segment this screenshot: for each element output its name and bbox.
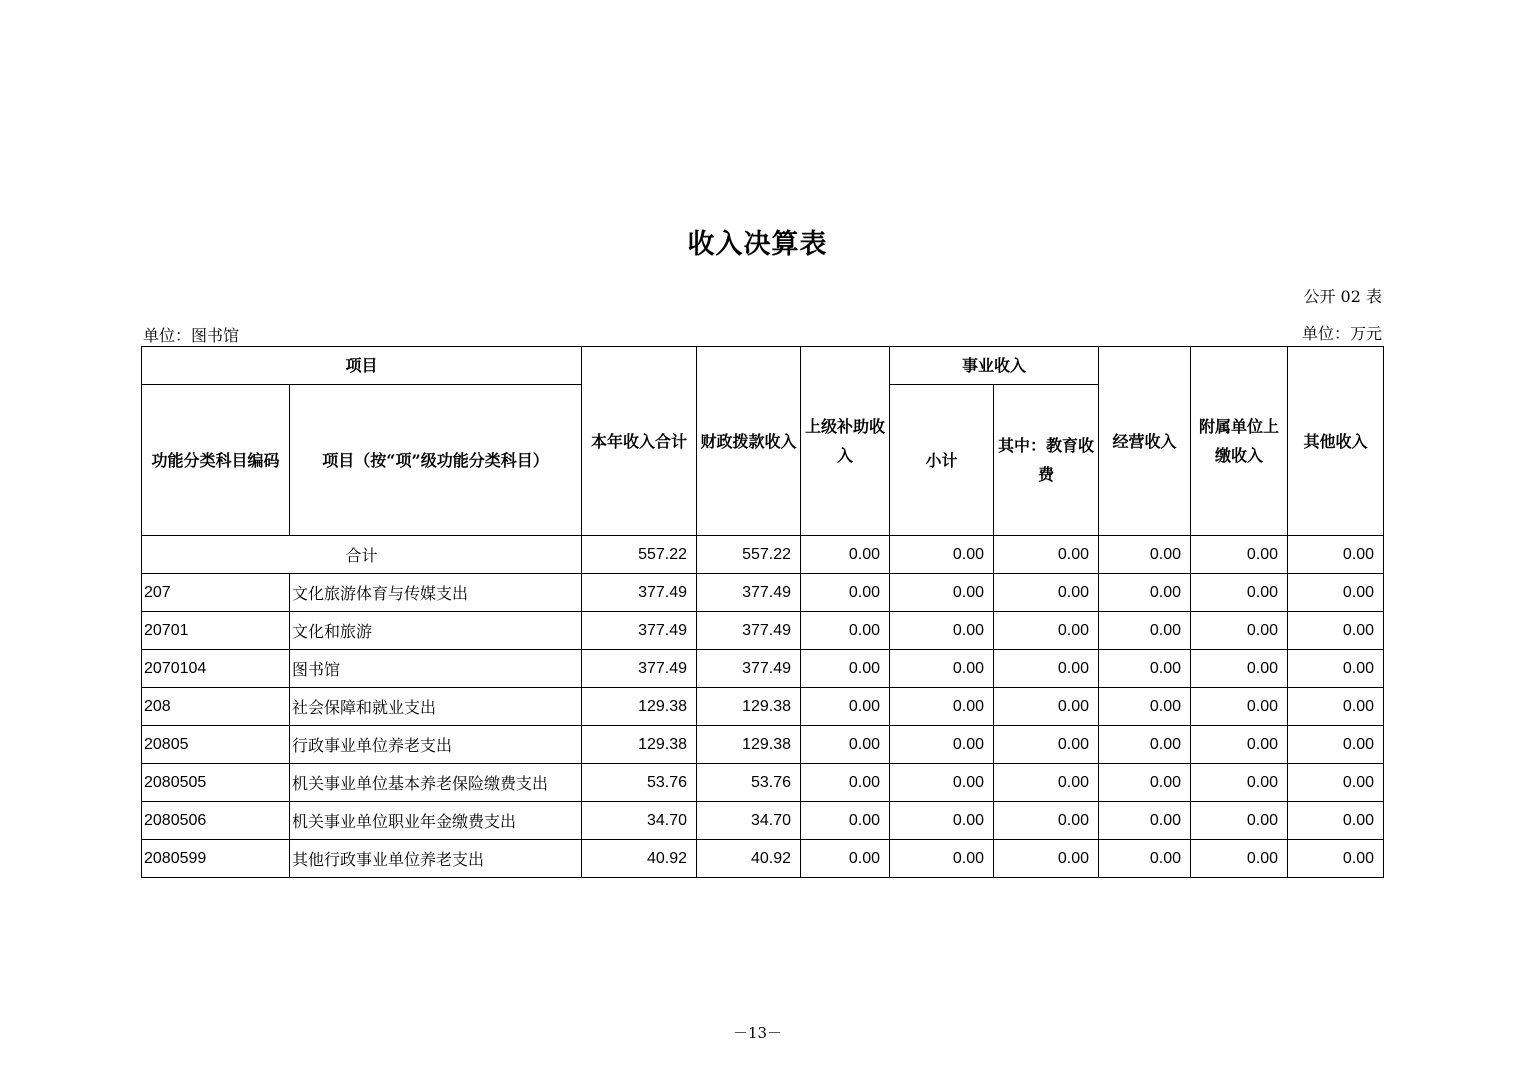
table-cell: 0.00 bbox=[1191, 840, 1288, 878]
table-cell: 53.76 bbox=[697, 764, 801, 802]
header-fiscal-allocation: 财政拨款收入 bbox=[697, 347, 801, 536]
table-cell: 0.00 bbox=[994, 726, 1099, 764]
table-cell: 0.00 bbox=[1288, 840, 1384, 878]
table-cell: 0.00 bbox=[801, 574, 890, 612]
table-cell: 0.00 bbox=[1288, 612, 1384, 650]
table-cell: 0.00 bbox=[994, 612, 1099, 650]
header-affiliated-income: 附属单位上缴收入 bbox=[1191, 347, 1288, 536]
table-cell: 34.70 bbox=[697, 802, 801, 840]
table-cell: 0.00 bbox=[801, 764, 890, 802]
table-cell: 0.00 bbox=[801, 650, 890, 688]
header-superior-subsidy: 上级补助收入 bbox=[801, 347, 890, 536]
header-subtotal: 小计 bbox=[890, 385, 994, 536]
header-item: 项目（按“项”级功能分类科目） bbox=[290, 385, 582, 536]
table-cell: 53.76 bbox=[582, 764, 697, 802]
row-name: 文化旅游体育与传媒支出 bbox=[290, 574, 582, 612]
row-code: 20805 bbox=[142, 726, 290, 764]
table-cell: 0.00 bbox=[801, 802, 890, 840]
table-cell: 0.00 bbox=[801, 840, 890, 878]
header-total-income: 本年收入合计 bbox=[582, 347, 697, 536]
table-cell: 0.00 bbox=[890, 840, 994, 878]
header-education-fees: 其中：教育收费 bbox=[994, 385, 1099, 536]
table-cell: 0.00 bbox=[890, 688, 994, 726]
table-cell: 0.00 bbox=[1191, 688, 1288, 726]
header-other-income: 其他收入 bbox=[1288, 347, 1384, 536]
table-cell: 0.00 bbox=[994, 536, 1099, 574]
table-cell: 557.22 bbox=[582, 536, 697, 574]
table-cell: 129.38 bbox=[697, 688, 801, 726]
table-cell: 0.00 bbox=[994, 574, 1099, 612]
table-cell: 0.00 bbox=[1191, 650, 1288, 688]
table-cell: 129.38 bbox=[582, 726, 697, 764]
page-title: 收入决算表 bbox=[687, 229, 828, 260]
row-name: 机关事业单位基本养老保险缴费支出 bbox=[290, 764, 582, 802]
table-cell: 40.92 bbox=[582, 840, 697, 878]
table-cell: 40.92 bbox=[697, 840, 801, 878]
table-cell: 377.49 bbox=[582, 574, 697, 612]
table-cell: 0.00 bbox=[890, 726, 994, 764]
row-code: 20701 bbox=[142, 612, 290, 650]
header-business-income: 事业收入 bbox=[890, 347, 1099, 385]
table-cell: 0.00 bbox=[994, 802, 1099, 840]
header-project: 项目 bbox=[142, 347, 582, 385]
table-cell: 0.00 bbox=[1288, 536, 1384, 574]
table-cell: 0.00 bbox=[1099, 536, 1191, 574]
table-cell: 0.00 bbox=[1099, 726, 1191, 764]
total-row bbox=[142, 536, 1384, 574]
table-cell: 0.00 bbox=[890, 650, 994, 688]
table-cell: 0.00 bbox=[1099, 650, 1191, 688]
table-row bbox=[142, 574, 1384, 612]
table-row bbox=[142, 802, 1384, 840]
table-cell: 0.00 bbox=[994, 840, 1099, 878]
table-row bbox=[142, 688, 1384, 726]
table-cell: 0.00 bbox=[1191, 536, 1288, 574]
unit-currency: 单位：万元 bbox=[1301, 324, 1382, 343]
table-cell: 129.38 bbox=[582, 688, 697, 726]
row-name: 图书馆 bbox=[290, 650, 582, 688]
row-name: 机关事业单位职业年金缴费支出 bbox=[290, 802, 582, 840]
row-code: 207 bbox=[142, 574, 290, 612]
header-code: 功能分类科目编码 bbox=[142, 385, 290, 536]
table-cell: 0.00 bbox=[890, 536, 994, 574]
table-row bbox=[142, 612, 1384, 650]
table-cell: 0.00 bbox=[1099, 574, 1191, 612]
table-cell: 377.49 bbox=[582, 612, 697, 650]
table-cell: 0.00 bbox=[890, 612, 994, 650]
table-cell: 0.00 bbox=[994, 688, 1099, 726]
table-cell: 557.22 bbox=[697, 536, 801, 574]
row-code: 2070104 bbox=[142, 650, 290, 688]
row-code: 2080599 bbox=[142, 840, 290, 878]
table-cell: 377.49 bbox=[697, 650, 801, 688]
table-cell: 0.00 bbox=[1288, 574, 1384, 612]
row-name: 行政事业单位养老支出 bbox=[290, 726, 582, 764]
table-cell: 0.00 bbox=[1191, 764, 1288, 802]
table-cell: 0.00 bbox=[1191, 802, 1288, 840]
table-cell: 0.00 bbox=[1191, 726, 1288, 764]
table-cell: 0.00 bbox=[801, 536, 890, 574]
table-cell: 377.49 bbox=[697, 574, 801, 612]
row-name: 社会保障和就业支出 bbox=[290, 688, 582, 726]
table-cell: 0.00 bbox=[890, 764, 994, 802]
table-cell: 0.00 bbox=[994, 650, 1099, 688]
table-cell: 0.00 bbox=[1099, 612, 1191, 650]
table-cell: 0.00 bbox=[1191, 612, 1288, 650]
table-cell: 0.00 bbox=[1099, 764, 1191, 802]
page-number: －13－ bbox=[732, 1024, 783, 1042]
table-cell: 377.49 bbox=[697, 612, 801, 650]
table-cell: 0.00 bbox=[1099, 802, 1191, 840]
table-cell: 0.00 bbox=[1099, 840, 1191, 878]
header-operating-income: 经营收入 bbox=[1099, 347, 1191, 536]
table-cell: 0.00 bbox=[890, 802, 994, 840]
table-cell: 0.00 bbox=[1099, 688, 1191, 726]
table-row bbox=[142, 764, 1384, 802]
row-name: 其他行政事业单位养老支出 bbox=[290, 840, 582, 878]
total-label: 合计 bbox=[142, 536, 582, 574]
table-cell: 0.00 bbox=[1288, 688, 1384, 726]
table-cell: 0.00 bbox=[890, 574, 994, 612]
form-number: 公开 02 表 bbox=[1303, 287, 1382, 306]
income-final-accounts-table bbox=[141, 346, 1384, 878]
table-row bbox=[142, 840, 1384, 878]
row-name: 文化和旅游 bbox=[290, 612, 582, 650]
row-code: 208 bbox=[142, 688, 290, 726]
table-row bbox=[142, 650, 1384, 688]
table-cell: 0.00 bbox=[1288, 764, 1384, 802]
table-cell: 0.00 bbox=[994, 764, 1099, 802]
table-cell: 0.00 bbox=[1288, 802, 1384, 840]
table-cell: 0.00 bbox=[801, 612, 890, 650]
table-cell: 129.38 bbox=[697, 726, 801, 764]
table-cell: 377.49 bbox=[582, 650, 697, 688]
table-cell: 34.70 bbox=[582, 802, 697, 840]
table-cell: 0.00 bbox=[1288, 650, 1384, 688]
table-row bbox=[142, 726, 1384, 764]
table-cell: 0.00 bbox=[801, 688, 890, 726]
row-code: 2080505 bbox=[142, 764, 290, 802]
table-cell: 0.00 bbox=[1288, 726, 1384, 764]
unit-organization: 单位：图书馆 bbox=[143, 326, 240, 345]
table-cell: 0.00 bbox=[1191, 574, 1288, 612]
row-code: 2080506 bbox=[142, 802, 290, 840]
table-cell: 0.00 bbox=[801, 726, 890, 764]
